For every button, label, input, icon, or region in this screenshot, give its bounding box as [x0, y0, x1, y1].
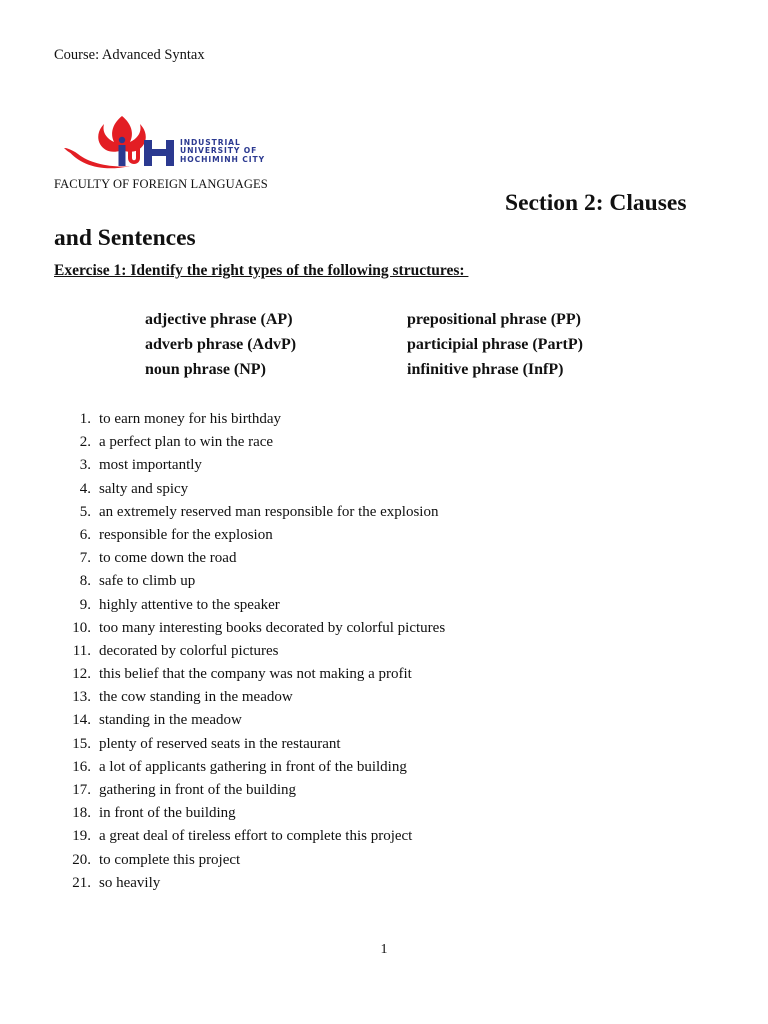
- phrase-type-advp: adverb phrase (AdvP): [145, 336, 297, 353]
- list-item: 15. plenty of reserved seats in the restaurant: [72, 735, 341, 752]
- list-item: 4. salty and spicy: [79, 480, 189, 497]
- logo-text-line-2: UNIVERSITY OF: [180, 146, 258, 156]
- list-item: 21. so heavily: [72, 874, 161, 891]
- list-item: 7. to come down the road: [79, 550, 237, 567]
- logo-text-line-1: INDUSTRIAL: [180, 138, 241, 147]
- list-item: 8. safe to climb up: [79, 573, 196, 590]
- list-item: 20. to complete this project: [72, 851, 241, 868]
- faculty-name: FACULTY OF FOREIGN LANGUAGES: [54, 177, 268, 191]
- phrase-type-infp: infinitive phrase (InfP): [407, 361, 564, 378]
- list-item: 18. in front of the building: [72, 805, 236, 822]
- exercise-items-list: [0, 408, 768, 895]
- logo-text-line-3: HOCHIMINH CITY: [180, 154, 265, 164]
- exercise-title: Exercise 1: Identify the right types of the following structures:: [54, 262, 469, 279]
- phrase-type-np: noun phrase (NP): [145, 361, 266, 378]
- phrase-type-partp: participial phrase (PartP): [407, 336, 583, 353]
- list-item: 13. the cow standing in the meadow: [72, 689, 293, 706]
- list-item: 10. too many interesting books decorated by colorful pictures: [72, 619, 446, 636]
- list-item: 3. most importantly: [79, 457, 202, 474]
- list-item: 14. standing in the meadow: [72, 712, 242, 729]
- list-item: 12. this belief that the company was not making a profit: [72, 666, 412, 683]
- iuh-logo-icon: [60, 110, 280, 180]
- list-item: 16. a lot of applicants gathering in front of the building: [72, 758, 407, 775]
- page-number: 1: [380, 942, 388, 957]
- list-item: 11. decorated by colorful pictures: [72, 642, 279, 659]
- list-item: 5. an extremely reserved man responsible for the explosion: [79, 503, 439, 520]
- list-item: 2. a perfect plan to win the race: [79, 434, 274, 451]
- course-title: Course: Advanced Syntax: [54, 47, 205, 63]
- section-heading-line-1: Section 2: Clauses: [505, 190, 687, 216]
- list-item: 17. gathering in front of the building: [72, 782, 297, 798]
- list-item: 1. to earn money for his birthday: [79, 411, 282, 427]
- list-item: 9. highly attentive to the speaker: [79, 596, 280, 613]
- phrase-type-pp: prepositional phrase (PP): [407, 311, 581, 328]
- phrase-type-ap: adjective phrase (AP): [145, 311, 293, 328]
- list-item: 6. responsible for the explosion: [79, 526, 273, 543]
- list-item: 19. a great deal of tireless effort to complete this project: [72, 828, 413, 845]
- section-heading-line-2: and Sentences: [54, 225, 196, 251]
